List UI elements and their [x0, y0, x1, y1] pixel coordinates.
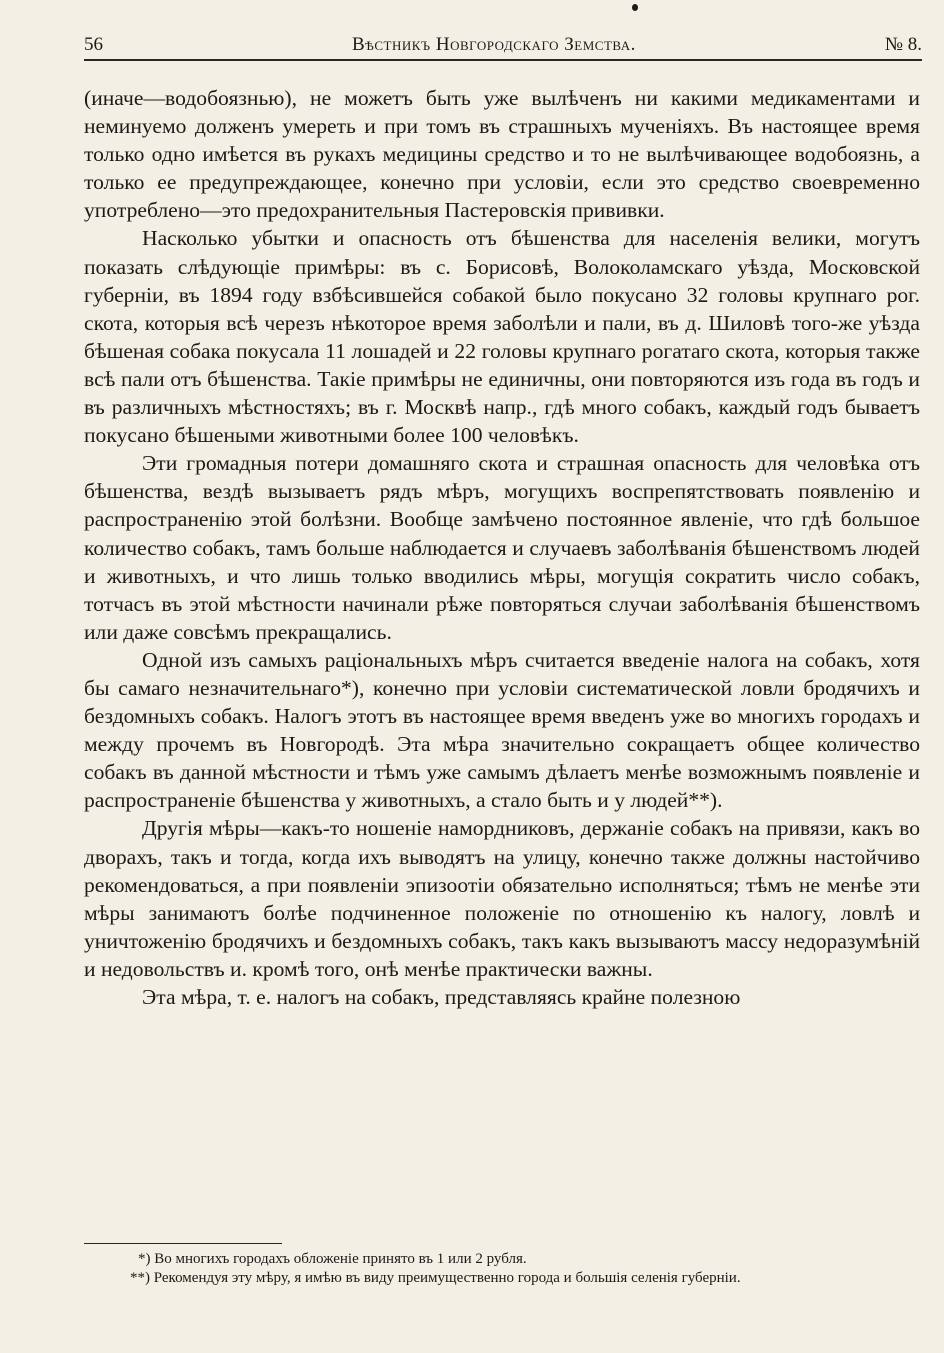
paragraph-5: Другія мѣры—какъ-то ношеніе намордниковъ, держаніе собакъ на привязи, какъ во дворахъ, такъ и тогда, когда ихъ выводятъ на улицу, конечно также должны настойчиво рекомендоваться, а при появленіи эпизоотіи обязательно исполняться; тѣмъ не менѣе эти мѣры занимаютъ болѣе подчиненное положеніе по отношенію къ налогу, ловлѣ и уничтоженію бродячихъ и бездомныхъ собакъ, такъ какъ вызываютъ массу недоразумѣній и недовольствъ и. кромѣ того, онѣ менѣе практически важны.: [84, 816, 920, 981]
issue-number: № 8.: [884, 34, 922, 55]
article-body: [84, 84, 920, 1011]
journal-title: Вѣстникъ Новгородскаго Земства.: [351, 34, 636, 55]
footnote-divider: [84, 1243, 282, 1244]
paragraph-4: Одной изъ самыхъ раціональныхъ мѣръ считается введеніе налога на собакъ, хотя бы самаго незначительнаго*), конечно при условіи систематической ловли бродячихъ и бездомныхъ собакъ. Налогъ этотъ въ настоящее время введенъ уже во многихъ городахъ и между прочемъ въ Новгородѣ. Эта мѣра значительно сокращаетъ общее количество собакъ въ данной мѣстности и тѣмъ уже самымъ дѣлаетъ менѣе возможнымъ появленіе и распространеніе бѣшенства у животныхъ, а стало быть и у людей**).: [84, 647, 920, 813]
page-header: [84, 28, 922, 61]
paragraph-1: (иначе—водобоязнью), не можетъ быть уже вылѣченъ ни какими медикаментами и неминуемо долженъ умереть и при томъ въ страшныхъ мученіяхъ. Въ настоящее время только одно имѣется въ рукахъ медицины средство и то не вылѣчивающее водобоязнь, а только ее предупреждающее, конечно при условіи, если это средство своевременно употреблено—это предохранительныя Пастеровскія прививки.: [84, 86, 920, 223]
footnote-2: **) Рекомендуя эту мѣру, я имѣю въ виду преимущественно города и большія селенія губерніи.: [130, 1270, 741, 1286]
footnote-1: *) Во многихъ городахъ обложеніе принято въ 1 или 2 рубля.: [138, 1251, 527, 1267]
paragraph-3: Эти громадныя потери домашняго скота и страшная опасность для человѣка отъ бѣшенства, вездѣ вызываетъ рядъ мѣръ, могущихъ воспрепятствовать появленію и распространенію этой болѣзни. Вообще замѣчено постоянное явленіе, что гдѣ большое количество собакъ, тамъ больше наблюдается и случаевъ заболѣванія бѣшенствомъ людей и животныхъ, и что лишь только вводились мѣры, могущія сократить число собакъ, тотчасъ въ этой мѣстности начинали рѣже повторяться случаи заболѣванія бѣшенствомъ или даже совсѣмъ прекращались.: [84, 451, 920, 644]
page-number: 56: [84, 34, 103, 55]
footnotes: [84, 1250, 920, 1288]
paragraph-6: Эта мѣра, т. е. налогъ на собакъ, представляясь крайне полезною: [142, 985, 741, 1009]
paragraph-2: Насколько убытки и опасность отъ бѣшенства для населенія велики, могутъ показать слѣдующіе примѣры: въ с. Борисовѣ, Волоколамскаго уѣзда, Московской губерніи, въ 1894 году взбѣсившейся собакой было покусано 32 головы крупнаго рог. скота, которыя всѣ черезъ нѣкоторое время заболѣли и пали, въ д. Шиловѣ того-же уѣзда бѣшеная собака покусала 11 лошадей и 22 головы крупнаго рогатаго скота, которыя также всѣ пали отъ бѣшенства. Такіе примѣры не единичны, они повторяются изъ года въ годъ и въ различныхъ мѣстностяхъ; въ г. Москвѣ напр., гдѣ много собакъ, каждый годъ бываетъ покусано бѣшеными животными более 100 человѣкъ.: [84, 226, 920, 448]
ink-dot: [632, 4, 638, 11]
